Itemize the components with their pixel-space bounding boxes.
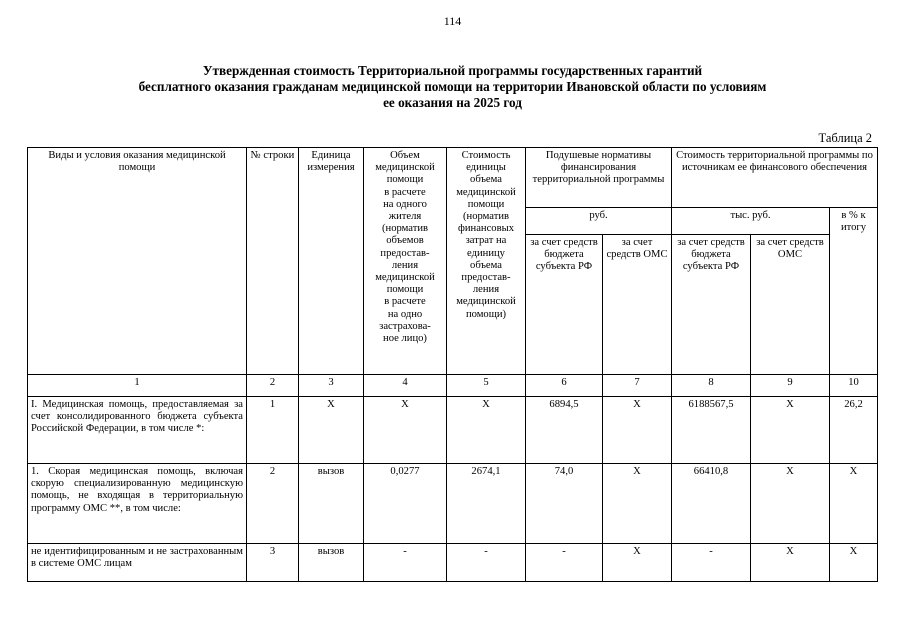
table-label: Таблица 2 [818,131,872,145]
row-unit: вызов [299,464,364,544]
row-unit: вызов [299,544,364,582]
row-line-number: 3 [247,544,299,582]
column-number: 10 [830,375,878,397]
header-pc-budget: за счет средств бюджета субъекта РФ [526,235,603,375]
row-pc-budget: 74,0 [526,464,603,544]
column-number: 2 [247,375,299,397]
header-percent-total: в % к итогу [830,208,878,375]
table-row [28,397,878,464]
header-cost-budget: за счет средств бюджета субъекта РФ [672,235,751,375]
column-number: 7 [603,375,672,397]
column-number: 9 [751,375,830,397]
row-cost-budget: - [672,544,751,582]
row-percent: X [830,544,878,582]
header-volume: Объем медицинской помощи в расчете на одного жителя (норматив объемов предостав- ления медицинской помощи в расчете на одно застрахова- ное лицо) [364,148,447,375]
header-per-capita-group: Подушевые нормативы финансирования территориальной программы [526,148,672,208]
row-pc-budget: 6894,5 [526,397,603,464]
table-row [28,544,878,582]
header-cost-oms: за счет средств ОМС [751,235,830,375]
title-line-3: ее оказания на 2025 год [383,95,522,110]
row-name: I. Медицинская помощь, предоставляемая за счет консолидированного бюджета субъекта Российской Федерации, в том числе *: [28,397,247,464]
row-volume: 0,0277 [364,464,447,544]
row-unit-cost: - [447,544,526,582]
row-pc-oms: X [603,544,672,582]
row-volume: X [364,397,447,464]
row-unit-cost: X [447,397,526,464]
row-pc-oms: X [603,397,672,464]
row-cost-budget: 6188567,5 [672,397,751,464]
header-line-number: № строки [247,148,299,375]
column-number: 1 [28,375,247,397]
row-pc-oms: X [603,464,672,544]
header-rub: руб. [526,208,672,235]
row-volume: - [364,544,447,582]
row-cost-oms: X [751,397,830,464]
column-number: 6 [526,375,603,397]
column-number: 8 [672,375,751,397]
header-pc-oms: за счет средств ОМС [603,235,672,375]
column-number: 4 [364,375,447,397]
header-unit-cost: Стоимость единицы объема медицинской помощи (норматив финансовых затрат на единицу объема предостав- ления медицинской помощи) [447,148,526,375]
row-cost-budget: 66410,8 [672,464,751,544]
row-percent: X [830,464,878,544]
column-number: 5 [447,375,526,397]
row-cost-oms: X [751,464,830,544]
row-unit: X [299,397,364,464]
row-unit-cost: 2674,1 [447,464,526,544]
table-row [28,464,878,544]
column-number: 3 [299,375,364,397]
title-line-2: бесплатного оказания гражданам медицинской помощи на территории Ивановской области по условиям [138,79,767,94]
row-cost-oms: X [751,544,830,582]
row-name: 1. Скорая медицинская помощь, включая скорую специализированную медицинскую помощь, не входящая в территориальную программу ОМС **, в том числе: [28,464,247,544]
cost-table [27,147,878,582]
header-kinds-of-care: Виды и условия оказания медицинской помощи [28,148,247,375]
header-thous-rub: тыс. руб. [672,208,830,235]
row-percent: 26,2 [830,397,878,464]
title-line-1: Утвержденная стоимость Территориальной программы государственных гарантий [202,63,703,78]
row-line-number: 2 [247,464,299,544]
page-number: 114 [443,14,462,28]
document-title [60,63,845,111]
header-program-cost-group: Стоимость территориальной программы по источникам ее финансового обеспечения [672,148,878,208]
row-name: не идентифицированным и не застрахованным в системе ОМС лицам [28,544,247,582]
row-line-number: 1 [247,397,299,464]
header-unit: Единица измерения [299,148,364,375]
row-pc-budget: - [526,544,603,582]
